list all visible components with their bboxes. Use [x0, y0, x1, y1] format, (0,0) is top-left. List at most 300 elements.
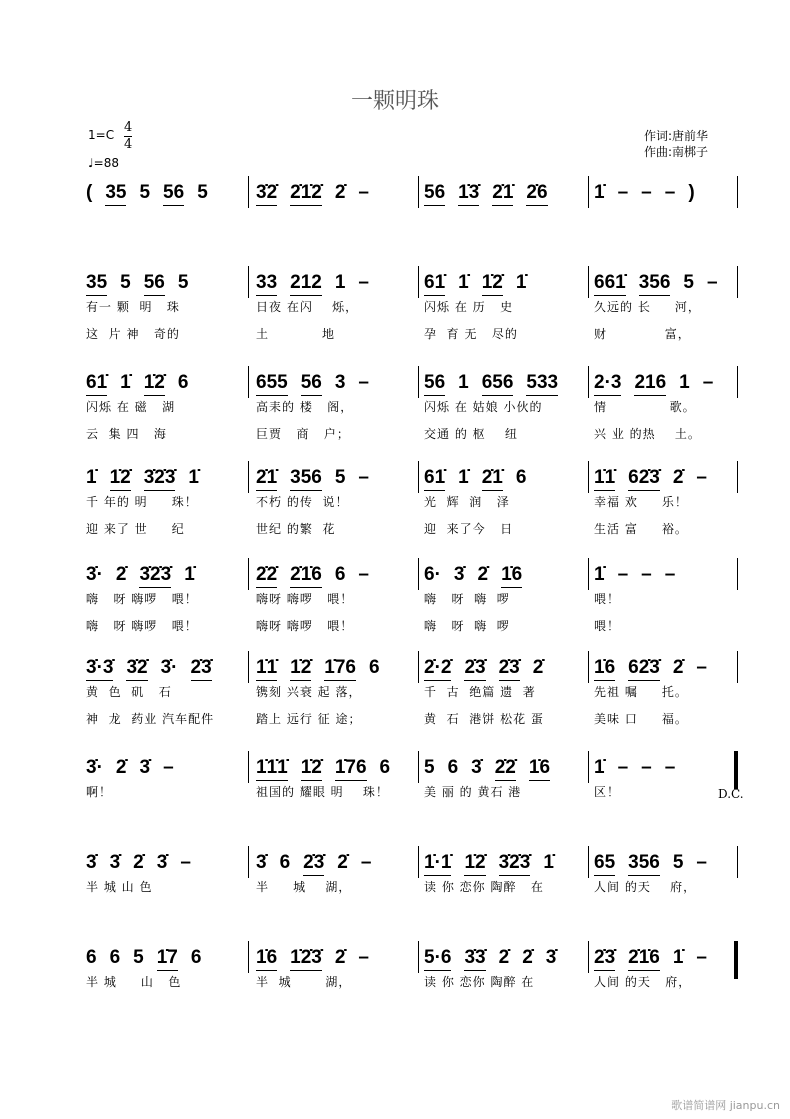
note: –: [358, 272, 369, 293]
note: 6: [447, 757, 459, 778]
barline: [588, 266, 589, 298]
notes: [594, 467, 754, 493]
measure: [256, 564, 416, 644]
note: 2̇3̇: [499, 657, 520, 681]
note: 533: [526, 372, 558, 396]
notes: [594, 657, 754, 683]
note: 2̇: [334, 182, 346, 203]
notes: [594, 757, 754, 783]
lyric-line: 孕 育 无 尽的: [424, 327, 518, 341]
note: 61̇: [424, 272, 445, 296]
lyric-line: 黄 石 港饼 松花 蛋: [424, 712, 544, 726]
measure: [594, 947, 754, 1000]
lyric-line: 半 城 湖，: [256, 880, 352, 894]
lyric-line: 迎 来了 世 纪: [86, 522, 185, 536]
credits: [644, 128, 708, 160]
lyric-line: 区！: [594, 785, 621, 799]
barline: [418, 846, 419, 878]
note: 1̇1̇1̇: [256, 757, 288, 781]
notes: [86, 564, 246, 590]
lyric-line: 千 年的 明 珠！: [86, 495, 198, 509]
note: 2̇3̇: [191, 657, 212, 681]
note: (: [86, 182, 93, 203]
note: 3̇·: [86, 564, 103, 585]
measure: [594, 657, 754, 737]
note: 1̇: [594, 564, 605, 585]
note: –: [696, 467, 707, 488]
barline: [737, 176, 738, 208]
measure: [86, 947, 246, 1000]
note: 1̇: [188, 467, 199, 488]
measure: [86, 372, 246, 452]
barline: [248, 751, 249, 783]
note: 33: [256, 272, 277, 296]
barline: [588, 366, 589, 398]
note: 2̇1̇2̇: [290, 182, 322, 206]
lyric-line: 情 歌。: [594, 400, 696, 414]
measure: [594, 372, 754, 452]
notes: [594, 947, 754, 973]
measure: [424, 272, 584, 352]
note: 3̇2̇: [256, 182, 277, 206]
note: 6: [368, 657, 380, 678]
barline: [737, 366, 738, 398]
barline: [248, 176, 249, 208]
lyric-line: 嗨 呀 嗨 啰: [424, 592, 510, 606]
barline: [737, 461, 738, 493]
measure: [424, 182, 584, 208]
barline: [737, 266, 738, 298]
lyric-line: 高耒的 楼 阁，: [256, 400, 354, 414]
lyric-line: 先祖 嘱 托。: [594, 685, 688, 699]
note: –: [696, 947, 707, 968]
note: 1̇6: [529, 757, 550, 781]
barline: [737, 846, 738, 878]
song-title: 一颗明珠: [350, 89, 439, 114]
note: 661̇: [594, 272, 626, 296]
note: 1̇2̇: [290, 657, 311, 681]
note: 3̇·: [86, 757, 103, 778]
notes: [594, 182, 754, 208]
note: 1̇1̇: [594, 467, 615, 491]
note: 3̇: [256, 852, 267, 873]
notes: [594, 852, 754, 878]
note: –: [706, 272, 718, 293]
dc-mark: D.C.: [718, 787, 744, 801]
lyric-line: 迎 来了今 日: [424, 522, 514, 536]
note: 2̇3̇: [464, 657, 485, 681]
measure: [256, 467, 416, 547]
note: 6: [379, 757, 391, 778]
barline: [588, 751, 589, 783]
measure: [256, 372, 416, 452]
note: –: [617, 564, 629, 585]
note: 6: [86, 947, 97, 968]
note: 216: [634, 372, 666, 396]
lyric-line: 读 你 恋你 陶醉 在: [424, 975, 535, 989]
lyric-line: 神 龙 药业 汽车配件: [86, 712, 215, 726]
lyric-line: 半 城 山 色: [86, 880, 153, 894]
note: 1̇2̇: [144, 372, 165, 396]
measure: [86, 757, 246, 810]
note: 1̇: [184, 564, 195, 585]
measure: [424, 947, 584, 1000]
measure: [256, 852, 416, 905]
note: 2̇1̇: [482, 467, 503, 491]
note: 5: [424, 757, 435, 778]
barline: [418, 266, 419, 298]
note: 1̇: [515, 272, 527, 293]
measure: [86, 467, 246, 547]
note: 65: [594, 852, 615, 876]
note: –: [180, 852, 191, 873]
measure: [424, 372, 584, 452]
notes: [424, 852, 584, 878]
measure: [594, 757, 754, 810]
time-signature-top: 4: [124, 120, 133, 135]
notes: [256, 657, 416, 683]
notes: [594, 372, 754, 398]
lyric-line: 嗨 呀 嗨啰 喂！: [86, 592, 198, 606]
barline: [588, 846, 589, 878]
note: 5: [139, 182, 151, 203]
note: 2̇6: [526, 182, 547, 206]
note: 2̇: [672, 657, 684, 678]
note: 2̇·2̇: [424, 657, 451, 681]
note: –: [617, 757, 629, 778]
note: 2̇: [337, 852, 348, 873]
note: 1̇76: [324, 657, 356, 681]
lyric-line: 幸福 欢 乐！: [594, 495, 688, 509]
note: 1: [334, 272, 346, 293]
note: 3̇2̇3̇: [499, 852, 531, 876]
lyric-line: 黄 色 矶 石: [86, 685, 172, 699]
note: 1̇: [594, 182, 605, 203]
barline: [248, 558, 249, 590]
note: 1̇·1̇: [424, 852, 451, 876]
note: 356: [628, 852, 660, 876]
barline: [418, 751, 419, 783]
barline: [418, 176, 419, 208]
barline: [588, 176, 589, 208]
measure: [256, 757, 416, 810]
lyric-line: 踏上 远行 征 途；: [256, 712, 362, 726]
measure: [256, 272, 416, 352]
note: 6·: [424, 564, 441, 585]
lyric-line: 闪烁 在 历 史: [424, 300, 514, 314]
notes: [86, 757, 246, 783]
lyric-line: 生活 富 裕。: [594, 522, 688, 536]
note: 5: [177, 272, 189, 293]
notes: [594, 272, 754, 298]
lyric-line: 嗨 呀 嗨啰 喂！: [86, 619, 198, 633]
key-signature: 1=C: [88, 128, 115, 142]
note: 356: [290, 467, 322, 491]
note: 2̇: [334, 947, 346, 968]
notes: [424, 657, 584, 683]
note: –: [360, 852, 372, 873]
note: 6: [190, 947, 202, 968]
note: 2̇3̇: [594, 947, 615, 971]
lyric-line: 人间 的天 府，: [594, 975, 692, 989]
barline: [248, 366, 249, 398]
note: 2̇1̇6: [628, 947, 660, 971]
note: 1̇6: [501, 564, 522, 588]
note: 1̇: [543, 852, 554, 873]
notes: [86, 852, 246, 878]
lyric-line: 嗨呀 嗨啰 喂！: [256, 619, 354, 633]
note: 1̇2̇: [482, 272, 503, 296]
measure: [424, 852, 584, 905]
note: 56: [144, 272, 165, 296]
note: 5: [683, 272, 694, 293]
note: 1: [679, 372, 690, 393]
lyric-line: 交通 的 枢 纽: [424, 427, 518, 441]
measure: [86, 564, 246, 644]
notes: [424, 564, 584, 590]
note: 2̇: [498, 947, 510, 968]
notes: [424, 272, 584, 298]
notes: [256, 467, 416, 493]
note: 5·6: [424, 947, 451, 971]
notes: [594, 564, 754, 590]
lyric-line: 巨贾 商 户；: [256, 427, 350, 441]
note: 61̇: [424, 467, 445, 491]
measure: [256, 947, 416, 1000]
lyric-line: 半 城 山 色: [86, 975, 182, 989]
note: 5: [133, 947, 144, 968]
barline: [737, 558, 738, 590]
notes: [256, 182, 416, 208]
final-barline: [734, 751, 738, 789]
barline: [588, 651, 589, 683]
notes: [86, 372, 246, 398]
measure: [424, 564, 584, 644]
barline: [248, 846, 249, 878]
note: 2̇: [672, 467, 684, 488]
notes: [424, 757, 584, 783]
lyric-line: 土 地: [256, 327, 335, 341]
note: –: [664, 564, 676, 585]
tempo-marking: ♩=88: [88, 156, 119, 170]
lyric-line: 喂！: [594, 592, 621, 606]
note: 3̇2̇3̇: [139, 564, 171, 588]
note: 2̇: [115, 757, 127, 778]
note: 5: [672, 852, 684, 873]
note: 1̇6: [256, 947, 277, 971]
note: 1̇3̇: [458, 182, 479, 206]
lyric-line: 不朽 的传 说！: [256, 495, 349, 509]
note: 3̇: [109, 852, 121, 873]
lyric-line: 喂！: [594, 619, 621, 633]
measure: [424, 757, 584, 810]
note: 56: [424, 182, 445, 206]
measure: [256, 182, 416, 208]
lyric-line: 嗨呀 嗨啰 喂！: [256, 592, 354, 606]
note: 6: [177, 372, 189, 393]
note: 35: [86, 272, 107, 296]
composer: 作曲:南梆子: [643, 145, 708, 159]
note: 3̇3̇: [464, 947, 485, 971]
note: 2̇1̇6: [290, 564, 322, 588]
note: –: [696, 852, 707, 873]
barline: [418, 941, 419, 973]
note: 3̇: [471, 757, 482, 778]
lyric-line: 半 城 湖，: [256, 975, 352, 989]
lyricist: 作词:唐前华: [643, 129, 708, 143]
note: –: [702, 372, 714, 393]
note: 2̇2̇: [495, 757, 516, 781]
notes: [424, 372, 584, 398]
note: –: [358, 372, 369, 393]
note: 6: [334, 564, 346, 585]
note: –: [163, 757, 174, 778]
note: 5: [334, 467, 346, 488]
note: 2̇1̇: [256, 467, 277, 491]
lyric-line: 日夜 在闪 烁，: [256, 300, 359, 314]
note: 1̇: [86, 467, 97, 488]
notes: [424, 947, 584, 973]
notes: [256, 947, 416, 973]
note: 1̇2̇: [464, 852, 485, 876]
lyric-line: 嗨 呀 嗨 啰: [424, 619, 510, 633]
measure: [86, 657, 246, 737]
note: 3: [334, 372, 346, 393]
note: –: [664, 757, 676, 778]
note: 1̇6: [594, 657, 615, 681]
notes: [86, 467, 246, 493]
note: 3̇2̇: [126, 657, 147, 681]
notes: [256, 852, 416, 878]
note: –: [696, 657, 707, 678]
note: 56: [301, 372, 322, 396]
measure: [86, 182, 246, 208]
note: 6: [109, 947, 121, 968]
lyric-line: 闪烁 在 磁 湖: [86, 400, 176, 414]
time-signature-bottom: 4: [124, 137, 133, 152]
note: 3̇: [545, 947, 557, 968]
note: 1̇76: [335, 757, 367, 781]
measure: [594, 852, 754, 905]
time-signature: [124, 120, 132, 153]
note: 2̇2̇: [256, 564, 277, 588]
barline: [248, 941, 249, 973]
note: 61̇: [86, 372, 107, 396]
note: 2·3: [594, 372, 621, 396]
lyric-line: 兴 业 的热 土。: [594, 427, 701, 441]
note: 62̇3̇: [628, 657, 660, 681]
lyric-line: 读 你 恋你 陶醉 在: [424, 880, 544, 894]
barline: [588, 941, 589, 973]
note: 2̇: [477, 564, 489, 585]
note: 2̇3̇: [303, 852, 324, 876]
note: –: [358, 467, 369, 488]
note: 1̇2̇: [301, 757, 322, 781]
lyric-line: 美 丽 的 黄石 港: [424, 785, 522, 799]
note: 6: [279, 852, 291, 873]
barline: [588, 461, 589, 493]
measure: [256, 657, 416, 737]
lyric-line: 云 集 四 海: [86, 427, 167, 441]
notes: [256, 272, 416, 298]
measure: [424, 657, 584, 737]
note: 2̇1̇: [492, 182, 513, 206]
measure: [86, 852, 246, 905]
notes: [256, 372, 416, 398]
note: 3̇: [139, 757, 151, 778]
note: 3̇·: [160, 657, 178, 678]
lyric-line: 啊！: [86, 785, 113, 799]
lyric-line: 光 辉 润 泽: [424, 495, 510, 509]
notes: [86, 947, 246, 973]
note: 1̇: [458, 272, 469, 293]
note: 5: [197, 182, 208, 203]
note: 56: [424, 372, 445, 396]
measure: [594, 467, 754, 547]
note: –: [358, 947, 369, 968]
lyric-line: 美味 口 福。: [594, 712, 688, 726]
note: 3̇: [86, 852, 97, 873]
measure: [86, 272, 246, 352]
barline: [248, 651, 249, 683]
note: –: [664, 182, 676, 203]
barline: [737, 651, 738, 683]
note: –: [617, 182, 629, 203]
measure: [594, 182, 754, 208]
measure: [424, 467, 584, 547]
lyric-line: 祖国的 耀眼 明 珠！: [256, 785, 389, 799]
notes: [424, 182, 584, 208]
barline: [418, 558, 419, 590]
barline: [418, 366, 419, 398]
barline: [418, 461, 419, 493]
watermark: 歌谱简谱网 jianpu.cn: [671, 1099, 780, 1112]
lyric-line: 久远的 长 河，: [594, 300, 701, 314]
lyric-line: 财 富，: [594, 327, 691, 341]
note: –: [358, 182, 369, 203]
note: 2̇: [133, 852, 144, 873]
note: 1̇: [672, 947, 684, 968]
note: 2̇: [522, 947, 533, 968]
notes: [86, 182, 246, 208]
note: 1̇2̇: [110, 467, 131, 491]
note: 656: [482, 372, 514, 396]
note: 356: [639, 272, 671, 296]
lyric-line: 闪烁 在 姑娘 小伙的: [424, 400, 543, 414]
notes: [256, 757, 416, 783]
measure: [594, 272, 754, 352]
lyric-line: 人间 的天 府，: [594, 880, 697, 894]
note: 655: [256, 372, 288, 396]
note: 62̇3̇: [628, 467, 660, 491]
note: 1̇1̇: [256, 657, 277, 681]
barline: [248, 461, 249, 493]
barline: [418, 651, 419, 683]
note: 1̇: [120, 372, 131, 393]
note: –: [641, 564, 652, 585]
note: –: [358, 564, 369, 585]
note: 3̇2̇3̇: [144, 467, 176, 491]
note: ): [688, 182, 695, 203]
lyric-line: 世纪 的繁 花: [256, 522, 336, 536]
notes: [86, 272, 246, 298]
note: 1: [458, 372, 469, 393]
note: –: [641, 757, 652, 778]
lyric-line: 镌刻 兴衰 起 落，: [256, 685, 362, 699]
note: 212: [290, 272, 322, 296]
note: 1̇2̇3̇: [290, 947, 322, 971]
note: 56: [163, 182, 184, 206]
